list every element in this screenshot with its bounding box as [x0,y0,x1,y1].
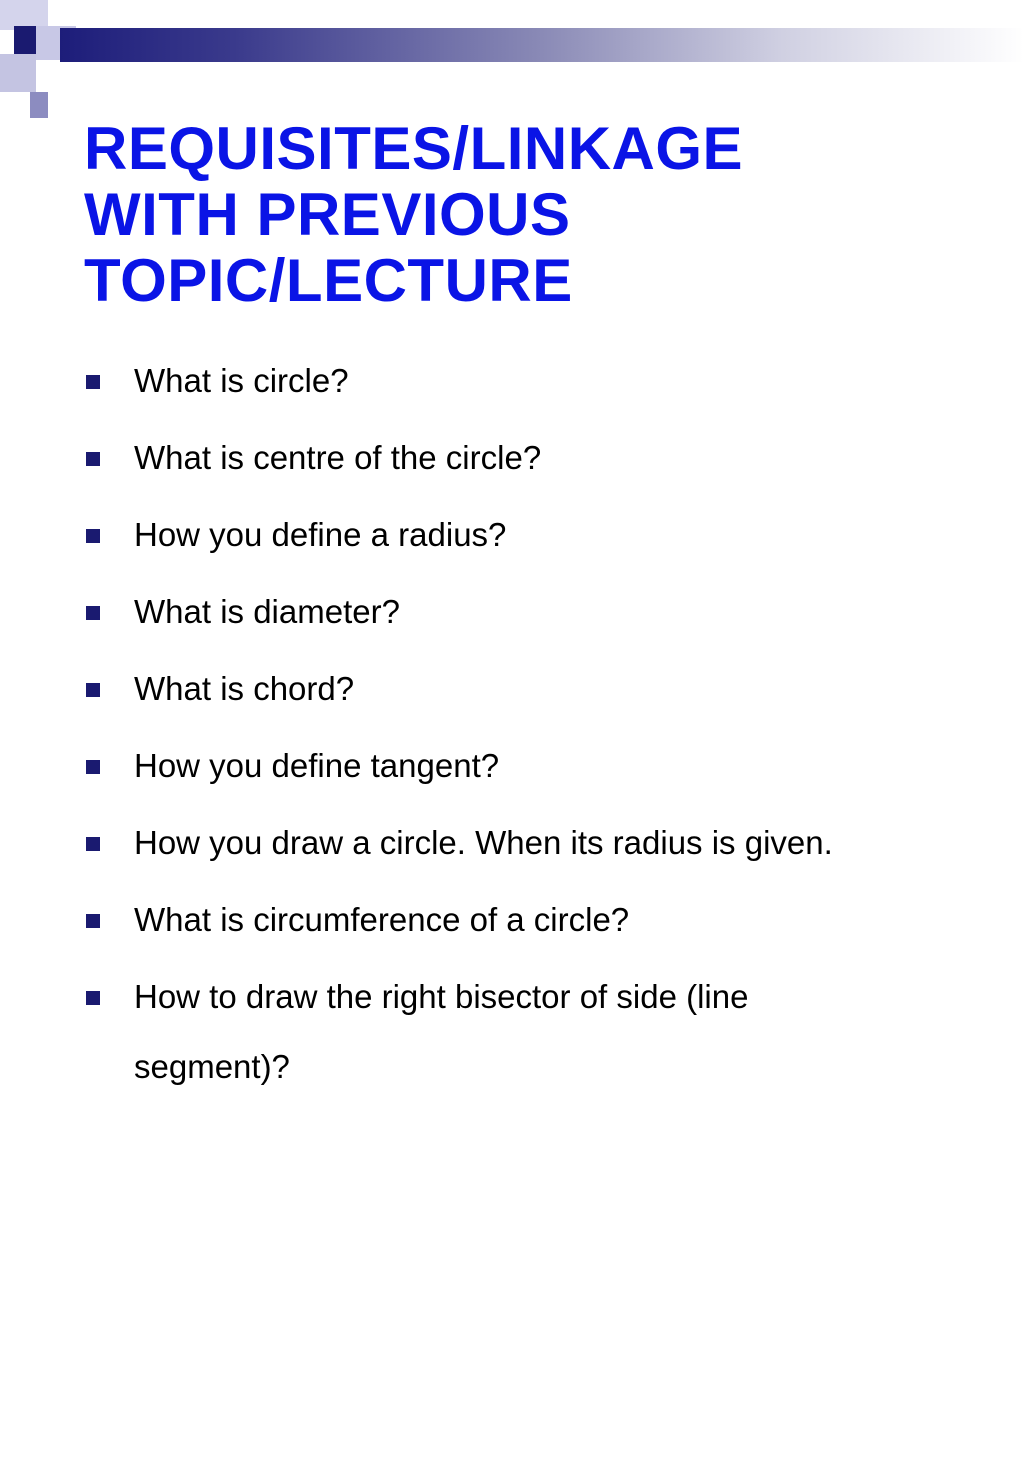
list-item [86,577,906,647]
square-bullet-icon [86,606,100,620]
square-bullet-icon [86,991,100,1005]
list-item-text: What is circle? [134,362,349,399]
list-item-text: How you define tangent? [134,747,500,784]
list-item-text: What is circumference of a circle? [134,901,630,938]
list-item-text: What is centre of the circle? [134,439,542,476]
title-line-1: REQUISITES/LINKAGE [84,115,744,182]
list-item-text: How you define a radius? [134,516,507,553]
square-bullet-icon [86,375,100,389]
list-item-text: How you draw a circle. When its radius is given. [134,824,833,861]
square-bullet-icon [86,683,100,697]
list-item [86,423,906,493]
list-item-text: What is diameter? [134,593,400,630]
list-item-text: How to draw the right bisector of side (line segment)? [134,978,749,1085]
list-item [86,346,906,416]
list-item [86,731,906,801]
square-bullet-icon [86,837,100,851]
square-bullet-icon [86,760,100,774]
slide-title [84,116,984,314]
list-item [86,885,906,955]
square-bullet-icon [86,452,100,466]
square-bullet-icon [86,914,100,928]
list-item-text: What is chord? [134,670,355,707]
list-item [86,654,906,724]
bullet-list [86,346,906,1109]
list-item [86,962,906,1102]
title-line-2: WITH PREVIOUS [84,181,571,248]
title-line-3: TOPIC/LECTURE [84,247,573,314]
list-item [86,500,906,570]
list-item [86,808,906,878]
square-bullet-icon [86,529,100,543]
header-gradient-bar [60,28,1024,62]
